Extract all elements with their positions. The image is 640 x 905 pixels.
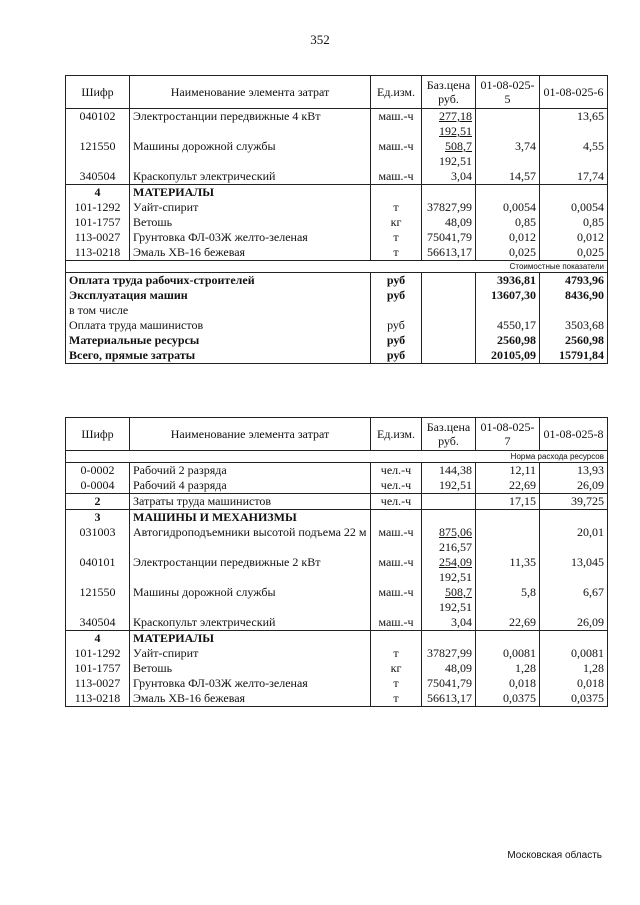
cell-unit: чел.-ч (371, 494, 422, 510)
cell-name: Уайт-спирит (130, 200, 371, 215)
cell-unit: маш.-ч (371, 525, 422, 555)
price-secondary: 192,51 (439, 600, 472, 614)
cost-indicators-label: Стоимостные показатели (66, 261, 608, 273)
footer-region: Московская область (507, 850, 602, 861)
cell-price: 3,04 (422, 169, 476, 185)
cell-unit: т (371, 200, 422, 215)
cell-value: 5,8 (476, 585, 540, 615)
cell-value: 0,012 (540, 230, 608, 245)
cell-value: 11,35 (476, 555, 540, 585)
cell-price: 3,04 (422, 615, 476, 631)
cell-price (422, 525, 476, 555)
summary-unit: руб (371, 318, 422, 333)
cell-name: Уайт-спирит (130, 646, 371, 661)
header-col-6: 01-08-025-6 (540, 76, 608, 109)
price-main: 277,18 (439, 109, 472, 123)
cell-value: 0,0081 (540, 646, 608, 661)
cell-unit: маш.-ч (371, 109, 422, 140)
summary-row (66, 318, 608, 333)
cell-value: 0,85 (476, 215, 540, 230)
section-title: МАТЕРИАЛЫ (130, 185, 371, 201)
cell-unit: маш.-ч (371, 555, 422, 585)
section-title: МАШИНЫ И МЕХАНИЗМЫ (130, 510, 371, 526)
summary-value: 13607,30 (476, 288, 540, 303)
table-row (66, 585, 608, 615)
table-row (66, 245, 608, 261)
cell-code: 0-0004 (66, 478, 130, 494)
cell-code: 113-0027 (66, 676, 130, 691)
cell-price: 192,51 (422, 478, 476, 494)
cell-value: 0,0054 (540, 200, 608, 215)
cell-price: 75041,79 (422, 676, 476, 691)
cell-unit: кг (371, 215, 422, 230)
cell-price (422, 555, 476, 585)
cell-value: 20,01 (540, 525, 608, 555)
cell-price: 37827,99 (422, 646, 476, 661)
cell-value: 0,025 (540, 245, 608, 261)
cell-code: 101-1757 (66, 215, 130, 230)
summary-label: Всего, прямые затраты (66, 348, 371, 364)
header-unit: Ед.изм. (371, 418, 422, 451)
cell-code: 101-1757 (66, 661, 130, 676)
cell-value: 22,69 (476, 478, 540, 494)
header-code: Шифр (66, 418, 130, 451)
summary-value: 3936,81 (476, 273, 540, 289)
summary-label: Материальные ресурсы (66, 333, 371, 348)
cell-price: 56613,17 (422, 691, 476, 707)
header-name: Наименование элемента затрат (130, 418, 371, 451)
cell-unit: т (371, 676, 422, 691)
table-row (66, 478, 608, 494)
cell-unit: маш.-ч (371, 139, 422, 169)
section-code: 2 (66, 494, 130, 510)
cell-value: 14,57 (476, 169, 540, 185)
table-row (66, 555, 608, 585)
summary-label: в том числе (66, 303, 371, 318)
table-row (66, 661, 608, 676)
cell-name: Электростанции передвижные 4 кВт (130, 109, 371, 140)
summary-unit: руб (371, 288, 422, 303)
cell-name: Рабочий 2 разряда (130, 463, 371, 479)
cell-value: 13,045 (540, 555, 608, 585)
cell-value: 13,93 (540, 463, 608, 479)
cell-name: Краскопульт электрический (130, 615, 371, 631)
cost-indicators-row (66, 261, 608, 273)
summary-row (66, 273, 608, 289)
cell-price: 48,09 (422, 215, 476, 230)
cell-value: 0,0054 (476, 200, 540, 215)
cell-code: 031003 (66, 525, 130, 555)
cell-code: 113-0218 (66, 245, 130, 261)
header-price: Баз.цена руб. (422, 418, 476, 451)
cell-value: 13,65 (540, 109, 608, 140)
table-row (66, 169, 608, 185)
table-row (66, 691, 608, 707)
cell-name: Эмаль ХВ-16 бежевая (130, 691, 371, 707)
cell-value (476, 109, 540, 140)
header-unit: Ед.изм. (371, 76, 422, 109)
cell-code: 340504 (66, 615, 130, 631)
table-row (66, 139, 608, 169)
header-col-5: 01-08-025-5 (476, 76, 540, 109)
rates-table-1 (65, 75, 608, 364)
cell-unit: маш.-ч (371, 169, 422, 185)
cell-value: 17,15 (476, 494, 540, 510)
summary-value: 2560,98 (476, 333, 540, 348)
summary-row (66, 333, 608, 348)
cell-value: 1,28 (476, 661, 540, 676)
table-row (66, 646, 608, 661)
cell-value: 12,11 (476, 463, 540, 479)
table-header (66, 418, 608, 451)
section-code: 4 (66, 631, 130, 647)
cell-value: 6,67 (540, 585, 608, 615)
summary-row (66, 348, 608, 364)
header-col-8: 01-08-025-8 (540, 418, 608, 451)
cell-value (476, 525, 540, 555)
cell-value: 22,69 (476, 615, 540, 631)
page-number: 352 (310, 32, 330, 47)
cell-value: 26,09 (540, 615, 608, 631)
norm-row (66, 451, 608, 463)
cell-value: 0,0375 (540, 691, 608, 707)
section-code: 4 (66, 185, 130, 201)
cell-code: 101-1292 (66, 200, 130, 215)
cell-price (422, 585, 476, 615)
cell-price (422, 109, 476, 140)
cell-unit: т (371, 646, 422, 661)
table-row (66, 109, 608, 140)
price-secondary: 216,57 (439, 540, 472, 554)
operators-row (66, 494, 608, 510)
summary-unit: руб (371, 348, 422, 364)
cell-value: 0,025 (476, 245, 540, 261)
section-row-machines (66, 510, 608, 526)
norm-label: Норма расхода ресурсов (66, 451, 608, 463)
price-secondary: 192,51 (439, 570, 472, 584)
cell-code: 121550 (66, 585, 130, 615)
cell-unit: кг (371, 661, 422, 676)
cell-code: 113-0027 (66, 230, 130, 245)
table-row (66, 215, 608, 230)
summary-value: 20105,09 (476, 348, 540, 364)
section-row-materials (66, 185, 608, 201)
price-main: 875,06 (439, 525, 472, 539)
summary-unit: руб (371, 273, 422, 289)
cell-price: 56613,17 (422, 245, 476, 261)
cell-code: 101-1292 (66, 646, 130, 661)
section-title: МАТЕРИАЛЫ (130, 631, 371, 647)
cell-unit: маш.-ч (371, 585, 422, 615)
cell-price (422, 139, 476, 169)
header-name: Наименование элемента затрат (130, 76, 371, 109)
cell-value: 0,85 (540, 215, 608, 230)
cell-value: 0,018 (476, 676, 540, 691)
cell-value: 0,018 (540, 676, 608, 691)
summary-unit: руб (371, 333, 422, 348)
cell-value: 0,012 (476, 230, 540, 245)
cell-name: Грунтовка ФЛ-03Ж желто-зеленая (130, 676, 371, 691)
cell-value: 3,74 (476, 139, 540, 169)
section-code: 3 (66, 510, 130, 526)
cell-code: 0-0002 (66, 463, 130, 479)
cell-value: 39,725 (540, 494, 608, 510)
summary-label: Эксплуатация машин (66, 288, 371, 303)
cell-code: 040102 (66, 109, 130, 140)
cell-value: 0,0375 (476, 691, 540, 707)
table-row (66, 676, 608, 691)
cell-price: 37827,99 (422, 200, 476, 215)
table-row (66, 615, 608, 631)
price-main: 508,7 (445, 585, 472, 599)
price-main: 508,7 (445, 139, 472, 153)
summary-value: 2560,98 (540, 333, 608, 348)
summary-value: 3503,68 (540, 318, 608, 333)
summary-label: Оплата труда машинистов (66, 318, 371, 333)
summary-row (66, 288, 608, 303)
table-row (66, 230, 608, 245)
cell-value: 1,28 (540, 661, 608, 676)
cell-value: 26,09 (540, 478, 608, 494)
summary-row (66, 303, 608, 318)
header-col-7: 01-08-025-7 (476, 418, 540, 451)
header-code: Шифр (66, 76, 130, 109)
cell-code: 113-0218 (66, 691, 130, 707)
cell-value: 0,0081 (476, 646, 540, 661)
table-header (66, 76, 608, 109)
price-main: 254,09 (439, 555, 472, 569)
cell-name: Ветошь (130, 215, 371, 230)
rates-table-2 (65, 417, 608, 707)
cell-name: Рабочий 4 разряда (130, 478, 371, 494)
cell-unit: т (371, 691, 422, 707)
summary-label: Оплата труда рабочих-строителей (66, 273, 371, 289)
cell-unit: т (371, 230, 422, 245)
cell-name: Ветошь (130, 661, 371, 676)
cell-name: Электростанции передвижные 2 кВт (130, 555, 371, 585)
cell-name: Машины дорожной службы (130, 139, 371, 169)
cell-name: Затраты труда машинистов (130, 494, 371, 510)
cell-name: Грунтовка ФЛ-03Ж желто-зеленая (130, 230, 371, 245)
summary-value: 4793,96 (540, 273, 608, 289)
section-row-materials (66, 631, 608, 647)
cell-price: 144,38 (422, 463, 476, 479)
price-secondary: 192,51 (439, 124, 472, 138)
cell-value: 4,55 (540, 139, 608, 169)
cell-value: 17,74 (540, 169, 608, 185)
cell-code: 340504 (66, 169, 130, 185)
table-row (66, 525, 608, 555)
table-row (66, 463, 608, 479)
cell-unit: маш.-ч (371, 615, 422, 631)
summary-value: 4550,17 (476, 318, 540, 333)
cell-name: Автогидроподъемники высотой подъема 22 м (130, 525, 371, 555)
summary-value: 15791,84 (540, 348, 608, 364)
cell-unit: чел.-ч (371, 463, 422, 479)
cell-unit: чел.-ч (371, 478, 422, 494)
table-row (66, 200, 608, 215)
cell-price: 48,09 (422, 661, 476, 676)
price-secondary: 192,51 (439, 154, 472, 168)
cell-name: Эмаль ХВ-16 бежевая (130, 245, 371, 261)
cell-code: 121550 (66, 139, 130, 169)
cell-code: 040101 (66, 555, 130, 585)
cell-unit: т (371, 245, 422, 261)
summary-value: 8436,90 (540, 288, 608, 303)
cell-name: Машины дорожной службы (130, 585, 371, 615)
cell-price: 75041,79 (422, 230, 476, 245)
cell-name: Краскопульт электрический (130, 169, 371, 185)
header-price: Баз.цена руб. (422, 76, 476, 109)
